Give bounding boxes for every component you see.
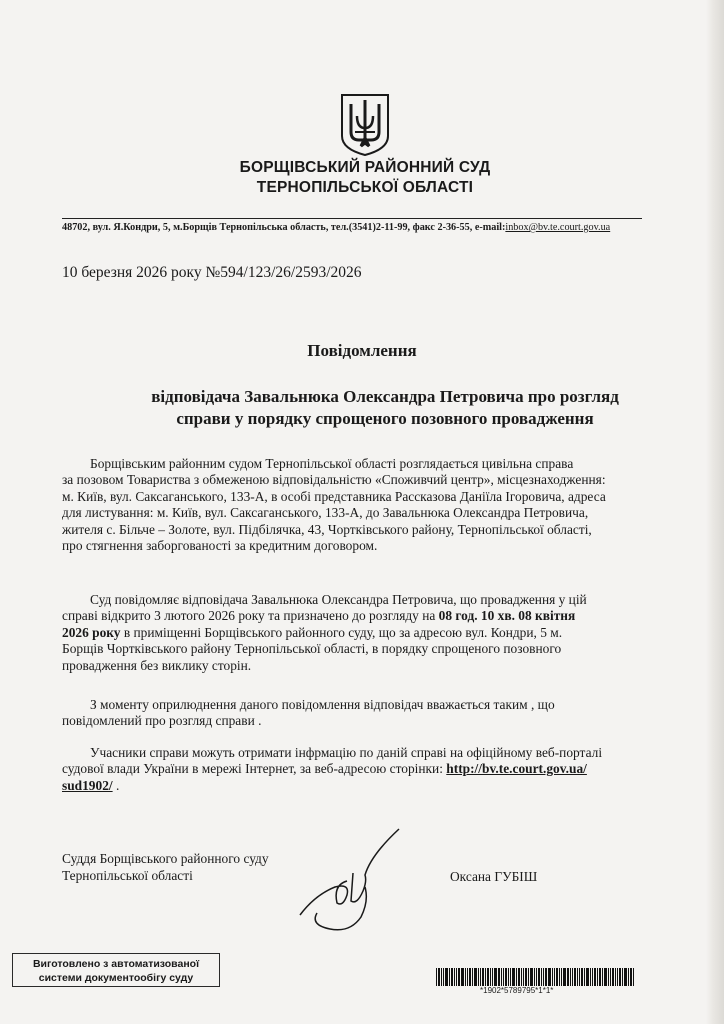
barcode-bar xyxy=(494,968,497,986)
text-line: для листування: м. Київ, вул. Саксаганського, 133-А, до Завальнюка Олександра Петровича, xyxy=(62,505,589,521)
barcode-bar xyxy=(548,968,551,986)
barcode-bar xyxy=(505,968,507,986)
barcode-bar xyxy=(617,968,618,986)
barcode-bar xyxy=(628,968,629,986)
barcode-number: *1902*5789795*1*1* xyxy=(480,986,554,995)
text-line xyxy=(62,625,660,641)
barcode-bar xyxy=(449,968,450,986)
paragraph-info xyxy=(62,745,660,794)
stamp-line1: Виготовлено з автоматизованої xyxy=(32,958,200,970)
barcode-bar xyxy=(615,968,616,986)
text-line: Учасники справи можуть отримати інфрмацію по даній справі на офіційному веб-порталі xyxy=(90,745,603,760)
court-address xyxy=(62,222,662,233)
barcode-bar xyxy=(518,968,520,986)
paragraph-hearing xyxy=(62,592,660,674)
barcode-bar xyxy=(516,968,517,986)
barcode-bar xyxy=(467,968,468,986)
paragraph-claim xyxy=(62,456,660,554)
barcode-bar xyxy=(478,968,479,986)
barcode-bar xyxy=(624,968,627,986)
text-line: м. Київ, вул. Саксаганського, 133-А, в особі представника Рассказова Даніїла Ігоровича, адреса xyxy=(62,488,606,504)
text-fragment: . xyxy=(112,777,120,793)
barcode-bar xyxy=(445,968,448,986)
address-text: 48702, вул. Я.Кондри, 5, м.Борщів Тернопільська область, тел.(3541)2-11-99, факс 2-36-55, e-mail: xyxy=(62,222,506,233)
judge-position xyxy=(62,850,269,884)
barcode-bar xyxy=(501,968,502,986)
text-line xyxy=(62,778,660,794)
barcode-bar xyxy=(534,968,535,986)
text-line xyxy=(62,608,660,624)
subject-line1: відповідача Завальнюка Олександра Петровича про розгляд xyxy=(151,387,619,406)
paragraph-notified xyxy=(62,697,660,730)
barcode-bar xyxy=(622,968,623,986)
barcode-bar xyxy=(543,968,544,986)
court-website-link[interactable]: http://bv.te.court.gov.ua/ xyxy=(446,761,587,777)
barcode-bar xyxy=(608,968,609,986)
barcode-bar xyxy=(577,968,578,986)
court-name-line2: ТЕРНОПІЛЬСЬКОЇ ОБЛАСТІ xyxy=(256,179,474,196)
barcode-bar xyxy=(579,968,580,986)
subject-line2: справи у порядку спрощеного позовного провадження xyxy=(176,409,594,428)
barcode-bar xyxy=(619,968,621,986)
barcode-bar xyxy=(482,968,484,986)
barcode-bar xyxy=(441,968,442,986)
hearing-time: 08 год. 10 хв. 08 квітня xyxy=(438,608,576,624)
barcode-bar xyxy=(538,968,540,986)
barcode-bar xyxy=(528,968,529,986)
text-fragment: в приміщенні Борщівського районного суду, що за адресою вул. Кондри, 5 м. xyxy=(120,624,563,640)
barcode-bar xyxy=(503,968,504,986)
barcode-bar xyxy=(563,968,566,986)
barcode-bar xyxy=(612,968,614,986)
barcode-bar xyxy=(485,968,486,986)
barcode-bar xyxy=(456,968,457,986)
barcode-bar xyxy=(461,968,464,986)
barcode-bar xyxy=(530,968,533,986)
text-fragment: справі відкрито 3 лютого 2026 року та призначено до розгляду на xyxy=(62,608,439,624)
barcode-bar xyxy=(545,968,547,986)
barcode-bar xyxy=(451,968,453,986)
stamp-line2: системи документообігу суду xyxy=(38,972,194,984)
barcode-bar xyxy=(597,968,598,986)
barcode-bar xyxy=(572,968,573,986)
document-barcode xyxy=(436,968,660,986)
text-line: про стягнення заборгованості за кредитним договором. xyxy=(62,538,378,554)
barcode-bar xyxy=(574,968,576,986)
barcode-bar xyxy=(492,968,493,986)
page-edge xyxy=(706,0,724,1024)
barcode-bar xyxy=(443,968,444,986)
barcode-bar xyxy=(556,968,558,986)
notice-subject xyxy=(105,386,665,430)
barcode-bar xyxy=(610,968,611,986)
hearing-year: 2026 року xyxy=(62,624,121,640)
text-line: за позовом Товариства з обмеженою відповідальністю «Споживчий центр», місцезнаходження: xyxy=(62,472,606,488)
barcode-bar xyxy=(602,968,603,986)
barcode-bar xyxy=(592,968,593,986)
barcode-bar xyxy=(536,968,537,986)
barcode-bar xyxy=(510,968,511,986)
barcode-bar xyxy=(590,968,591,986)
judge-name: Оксана ГУБІШ xyxy=(450,869,538,884)
barcode-bar xyxy=(512,968,515,986)
text-line: Суд повідомляє відповідача Завальнюка Олександра Петровича, що провадження у цій xyxy=(90,592,587,607)
barcode-bar xyxy=(567,968,569,986)
coat-of-arms-icon xyxy=(339,92,391,158)
barcode-bar xyxy=(508,968,509,986)
barcode-bar xyxy=(525,968,527,986)
email-link[interactable]: inbox@bv.te.court.gov.ua xyxy=(505,222,611,233)
barcode-bar xyxy=(581,968,583,986)
barcode-bar xyxy=(570,968,571,986)
barcode-bar xyxy=(554,968,555,986)
barcode-bar xyxy=(474,968,477,986)
barcode-bar xyxy=(490,968,491,986)
barcode-bar xyxy=(469,968,471,986)
notice-title: Повідомлення xyxy=(307,341,417,360)
position-line1: Суддя Борщівського районного суду xyxy=(62,851,269,866)
barcode-bar xyxy=(480,968,481,986)
court-name-line1: БОРЩІВСЬКИЙ РАЙОННИЙ СУД xyxy=(239,159,491,176)
barcode-bar xyxy=(599,968,601,986)
barcode-bar xyxy=(498,968,500,986)
text-line: Борщів Чортківського району Тернопільської області, в порядку спрощеного позовного xyxy=(62,641,562,657)
barcode-bar xyxy=(438,968,440,986)
barcode-bar xyxy=(633,968,634,986)
court-website-link-cont[interactable]: sud1902/ xyxy=(62,777,113,793)
barcode-bar xyxy=(559,968,560,986)
barcode-bar xyxy=(521,968,522,986)
barcode-bar xyxy=(541,968,542,986)
barcode-bar xyxy=(465,968,466,986)
barcode-bar xyxy=(436,968,437,986)
text-fragment: судової влади України в мережі Інтернет, за веб-адресою сторінки: xyxy=(62,761,447,777)
document-system-stamp xyxy=(12,953,220,987)
text-line: Борщівським районним судом Тернопільської області розглядається цивільна справа xyxy=(90,456,574,471)
barcode-bar xyxy=(604,968,607,986)
text-line: провадження без виклику сторін. xyxy=(62,657,252,673)
barcode-bar xyxy=(487,968,489,986)
handwritten-signature xyxy=(295,825,415,935)
barcode-bar xyxy=(594,968,596,986)
barcode-bar xyxy=(561,968,562,986)
date-and-number: 10 березня 2026 року №594/123/26/2593/2026 xyxy=(62,264,362,281)
header-divider xyxy=(62,218,642,219)
text-line xyxy=(62,761,660,777)
barcode-bar xyxy=(630,968,632,986)
barcode-bar xyxy=(458,968,460,986)
text-line: повідомлений про розгляд справи . xyxy=(62,713,262,729)
barcode-bar xyxy=(472,968,473,986)
barcode-bar xyxy=(586,968,589,986)
position-line2: Тернопільської області xyxy=(62,868,193,883)
court-name xyxy=(150,158,580,198)
text-line: З моменту оприлюднення даного повідомлення відповідач вважається таким , що xyxy=(90,697,555,712)
barcode-bar xyxy=(454,968,455,986)
barcode-bar xyxy=(584,968,585,986)
text-line: жителя с. Більче – Золоте, вул. Підбілячка, 43, Чортківського району, Тернопільської області, xyxy=(62,521,592,537)
barcode-bar xyxy=(523,968,524,986)
barcode-bar xyxy=(552,968,553,986)
